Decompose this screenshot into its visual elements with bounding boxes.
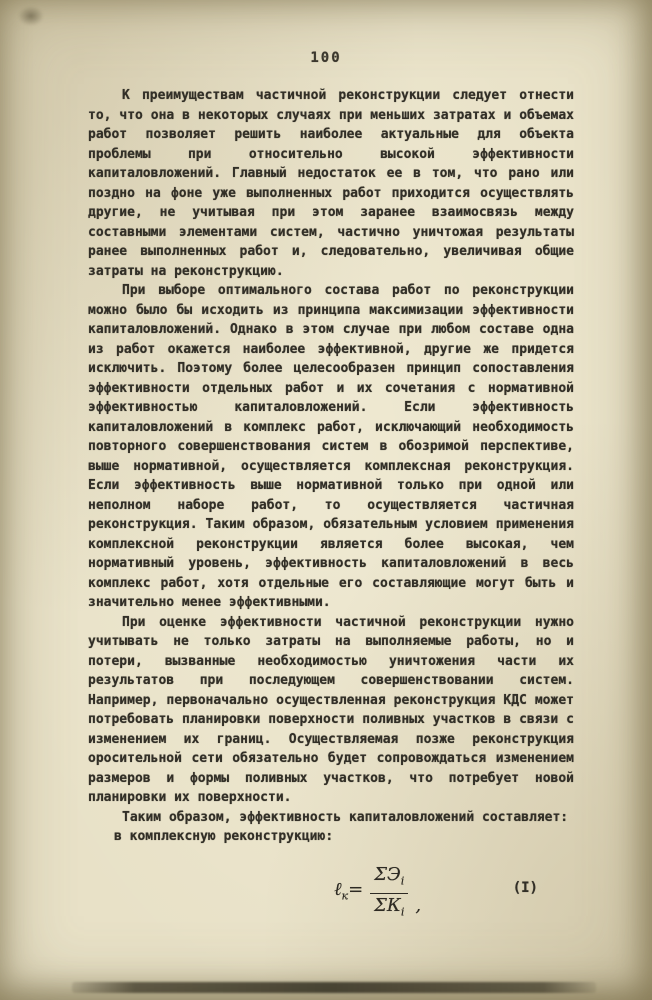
paragraph-4: Таким образом, эффективность капиталовложений составляет: xyxy=(122,809,569,825)
formula-denominator-symbol: ΣК xyxy=(374,894,401,916)
formula-numerator xyxy=(370,865,408,894)
formula-comma: , xyxy=(415,895,422,917)
formula-lhs-subscript: к xyxy=(341,889,349,903)
formula-row xyxy=(88,859,574,929)
page-bottom-shadow xyxy=(72,982,596,993)
text-block xyxy=(88,86,574,929)
formula-label: в комплексную реконструкцию: xyxy=(114,829,334,844)
formula xyxy=(334,865,421,922)
scan-smudge xyxy=(18,6,44,26)
formula-equals-sign: = xyxy=(348,879,364,901)
page-number: 100 xyxy=(310,50,342,66)
formula-denominator xyxy=(370,894,408,922)
formula-numerator-symbol: ΣЭ xyxy=(374,863,401,885)
formula-numerator-subscript: i xyxy=(400,874,405,888)
formula-lhs xyxy=(334,880,363,906)
paragraph-2: При выборе оптимального состава работ по реконструкции можно было бы исходить из принципа максимизации эффективности капиталовложений. Однако в этом случае при любом составе одна из работ окажется наиболее эффективной, другие же придется исключить. Поэтому более целесообразен принцип сопоставления эффективности отдельных работ и их сочетания с нормативной эффективностью капиталовложений. Если эффективность капиталовложений в комплекс работ, исключающий необходимость повторного совершенствования систем в обозримой перспективе, выше нормативной, осуществляется комплексная реконструкция. Если эффективность выше нормативной только при одной или неполном наборе работ, то осуществляется частичная реконструкция. Таким образом, обязательным условием применения комплексной реконструкции является более высокая, чем нормативный уровень, эффективность капиталовложений в весь комплекс работ, хотя отдельные его составляющие могут быть и значительно менее эффективными. xyxy=(88,283,574,610)
paragraph-1: К преимуществам частичной реконструкции следует отнести то, что она в некоторых случаях при меньших затратах и объемах работ позволяет решить наиболее актуальные для объекта проблемы при относительно высокой эффективности капиталовложений. Главный недостаток ее в том, что рано или поздно на фоне уже выполненных работ приходится осуществлять другие, не учитывая при этом заранее взаимосвязь между составными элементами систем, частично уничтожая результаты ранее выполненных работ и, следовательно, увеличивая общие затраты на реконструкцию. xyxy=(88,88,574,279)
paragraph-3: При оценке эффективности частичной реконструкции нужно учитывать не только затраты на выполняемые работы, но и потери, вызванные необходимостью уничтожения части их результатов при последующем совершенствовании систем. Например, первоначально осуществленная реконструкция КДС может потребовать планировки поверхности поливных участков в связи с изменением их границ. Осуществляемая позже реконструкция оросительной сети обязательно будет сопровождаться изменением размеров и формы поливных участков, что потребует новой планировки их поверхности. xyxy=(88,614,574,805)
equation-number: (I) xyxy=(512,879,538,896)
formula-lhs-symbol: ℓ xyxy=(334,879,342,901)
formula-denominator-subscript: i xyxy=(400,905,405,919)
formula-fraction xyxy=(370,865,408,922)
